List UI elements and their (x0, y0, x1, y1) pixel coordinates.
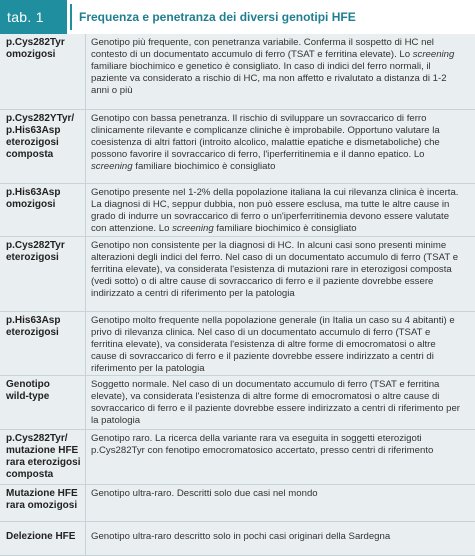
description-text: Genotipo molto frequente nella popolazione generale (in Italia un caso su 4 abitanti) e privo di rilevanza clinica. Nel caso di un documentato accumulo di ferro (TSAT e ferritina elevate), va considerata l'esistenza di altre forme di emocromatosi o altre cause di sovraccarico di ferro e il paziente dovrebbe essere indirizzato a centri di riferimento per la patologia (91, 315, 455, 374)
genotype-cell: Delezione HFE (6, 531, 76, 542)
italic-term: screening (412, 49, 455, 60)
table-row (0, 375, 475, 429)
description-cell (91, 315, 463, 375)
description-cell (91, 187, 463, 235)
description-text: Genotipo ultra-raro. Descritti solo due casi nel mondo (91, 488, 318, 499)
genotype-cell: Genotipo wild-type (6, 379, 50, 402)
table-row (0, 34, 475, 109)
header-divider (70, 4, 72, 30)
description-text: Genotipo raro. La ricerca della variante rara va eseguita in soggetti eterozigoti p.Cys282Tyr con fenotipo emocromatosico accertato, presso centri di riferimento (91, 433, 434, 456)
genotype-cell: p.His63Asp eterozigosi (6, 315, 61, 338)
table-row (0, 484, 475, 521)
table-row (0, 429, 475, 484)
table-number-label: tab. 1 (0, 0, 67, 34)
genotype-cell: p.Cys282Tyr omozigosi (6, 37, 65, 60)
description-cell (91, 531, 463, 543)
table-row (0, 311, 475, 375)
description-text: Genotipo con bassa penetranza. Il rischio di sviluppare un sovraccarico di ferro clinicamente rilevante e complicanze cliniche è improbabile. Opportuno valutare la coesistenza di altri fattori (introito alcolico, malattie epatiche e dismetaboliche) che possono favorire il sovraccarico di ferro, l'iperferritinemia e il danno epatico. Lo (91, 113, 440, 160)
description-cell (91, 240, 463, 300)
table-row (0, 109, 475, 183)
description-cell (91, 37, 463, 97)
genotype-cell: Mutazione HFE rara omozigosi (6, 488, 78, 511)
genotype-cell: p.Cys282YTyr/ p.His63Asp eterozigosi composta (6, 113, 75, 160)
description-cell (91, 488, 463, 500)
description-text: familiare biochimico è consigliato (213, 223, 357, 234)
description-text: familiare biochimico e genetico è consigliato. In caso di indici del ferro normali, il paziente va considerato a rischio di HC, ma non affetto e rivalutato a distanza di 1-2 anni o più (91, 61, 447, 96)
italic-term: screening (172, 223, 214, 234)
description-cell (91, 379, 463, 427)
description-text: Genotipo presente nel 1-2% della popolazione italiana la cui rilevanza clinica è incerta. La diagnosi di HC, seppur dubbia, non può essere esclusa, ma tutte le altre cause in grado di indurre un sovraccarico di ferro o un'iperferritinemia devono essere valutate con attenzione. Lo (91, 187, 459, 234)
description-cell (91, 433, 463, 457)
description-text: Genotipo non consistente per la diagnosi di HC. In alcuni casi sono presenti minime alterazioni degli indici del ferro. Nel caso di un documentato accumulo di ferro (TSAT e ferritina elevate), va considerata l'esistenza di mutazioni rare in eterozigosi composta (vedi sotto) o di altre cause di sovraccarico di ferro e il paziente dovrebbe essere indirizzato a centri di riferimento per la patologia (91, 240, 459, 299)
description-text: Soggetto normale. Nel caso di un documentato accumulo di ferro (TSAT e ferritina elevate), va considerata l'esistenza di altre forme di emocromatosi o altre cause di sovraccarico di ferro e il paziente dovrebbe essere indirizzato a centri di riferimento per la patologia (91, 379, 460, 426)
description-cell (91, 113, 463, 173)
table-row (0, 236, 475, 311)
description-text: familiare biochimico è consigliato (132, 161, 276, 172)
table-row (0, 521, 475, 556)
table-header (0, 0, 475, 34)
genotype-cell: p.His63Asp omozigosi (6, 187, 61, 210)
italic-term: screening (91, 161, 133, 172)
description-text: Genotipo ultra-raro descritto solo in pochi casi originari della Sardegna (91, 531, 391, 542)
table-row (0, 183, 475, 236)
description-text: Genotipo più frequente, con penetranza variabile. Conferma il sospetto di HC nel contesto di un documentato accumulo di ferro (TSAT e ferritina elevate). Lo (91, 37, 434, 60)
table-title: Frequenza e penetranza dei diversi genotipi HFE (79, 10, 356, 24)
genotype-cell: p.Cys282Tyr eterozigosi (6, 240, 65, 263)
genotype-cell: p.Cys282Tyr/ mutazione HFE rara eterozigosi composta (6, 433, 81, 480)
